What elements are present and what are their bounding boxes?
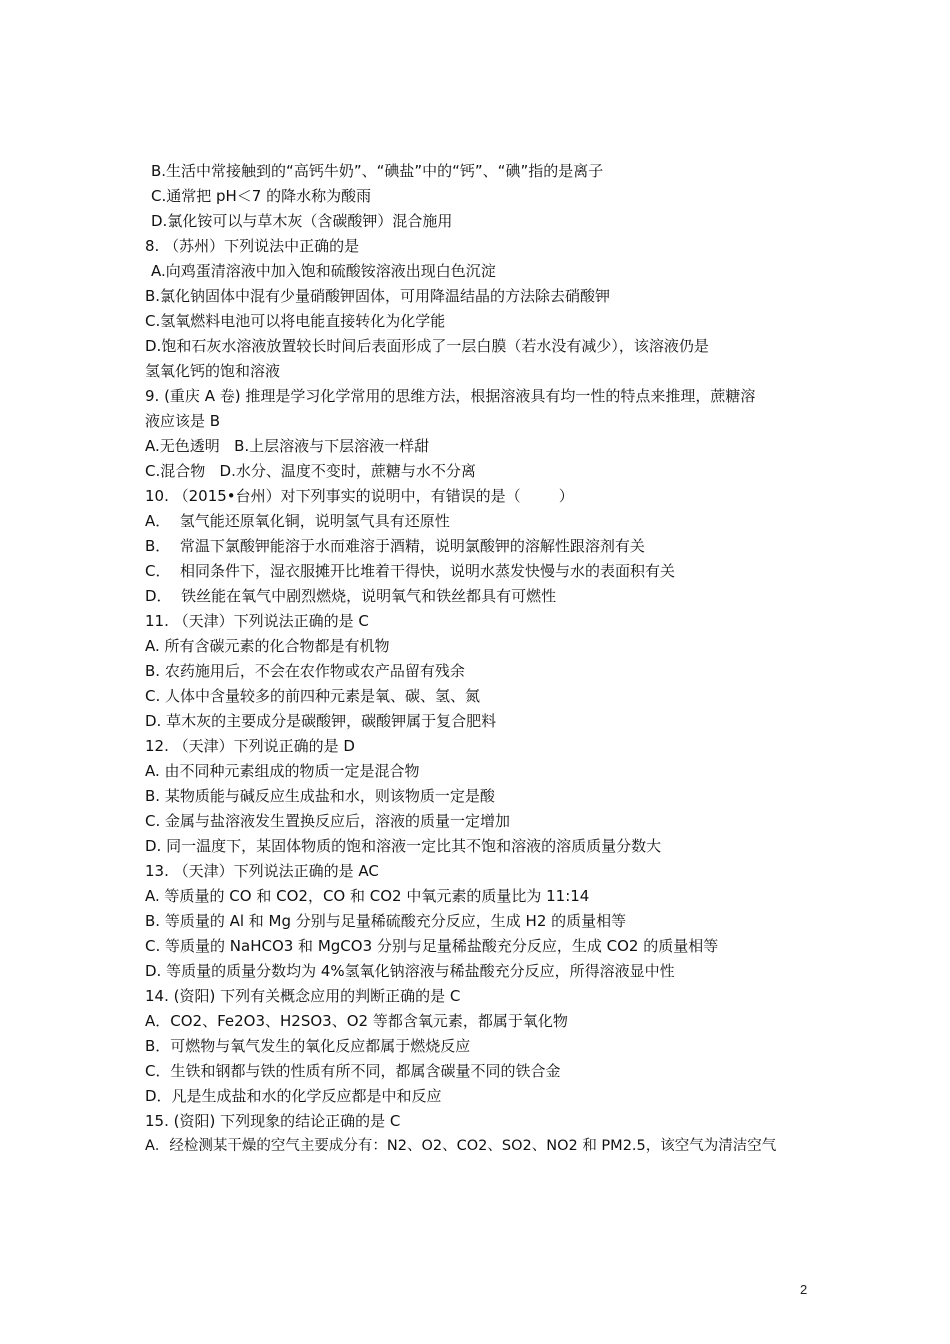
question-9-stem: 9. (重庆 A 卷) 推理是学习化学常用的思维方法，根据溶液具有均一性的特点来推理，蔗糖溶 <box>145 387 756 405</box>
text-line: D. 草木灰的主要成分是碳酸钾，碳酸钾属于复合肥料 <box>145 712 497 730</box>
text-line: D. 同一温度下，某固体物质的饱和溶液一定比其不饱和溶液的溶质质量分数大 <box>145 837 662 855</box>
text-line: C． 相同条件下，湿衣服摊开比堆着干得快，说明水蒸发快慢与水的表面积有关 <box>145 562 676 580</box>
text-line: B.生活中常接触到的“高钙牛奶”、“碘盐”中的“钙”、“碘”指的是离子 <box>151 162 604 180</box>
text-line: C.氢氧燃料电池可以将电能直接转化为化学能 <box>145 312 446 330</box>
text-line: A. 所有含碳元素的化合物都是有机物 <box>145 637 390 655</box>
text-line: D. 等质量的质量分数均为 4%氢氧化钠溶液与稀盐酸充分反应，所得溶液显中性 <box>145 962 675 980</box>
text-line: 氢氧化钙的饱和溶液 <box>145 362 281 380</box>
question-12-stem: 12. （天津）下列说正确的是 D <box>145 737 355 755</box>
text-line: D.饱和石灰水溶液放置较长时间后表面形成了一层白膜（若水没有减少），该溶液仍是 <box>145 337 709 355</box>
text-line: C.混合物 D.水分、温度不变时，蔗糖与水不分离 <box>145 462 476 480</box>
question-14-stem: 14. (资阳) 下列有关概念应用的判断正确的是 C <box>145 987 461 1005</box>
text-line: B. 某物质能与碱反应生成盐和水，则该物质一定是酸 <box>145 787 495 805</box>
text-line: A． 氢气能还原氧化铜，说明氢气具有还原性 <box>145 512 450 530</box>
text-line: A．经检测某干燥的空气主要成分有：N2、O2、CO2、SO2、NO2 和 PM2.5，该空气为清洁空气 <box>145 1138 777 1154</box>
question-13-stem: 13. （天津）下列说法正确的是 AC <box>145 862 379 880</box>
page-number: 2 <box>800 1282 808 1297</box>
text-line: 液应该是 B <box>145 412 221 430</box>
question-8-stem: 8. （苏州）下列说法中正确的是 <box>145 237 360 255</box>
text-line: A.无色透明 B.上层溶液与下层溶液一样甜 <box>145 437 430 455</box>
text-line: A. 由不同种元素组成的物质一定是混合物 <box>145 762 420 780</box>
text-line: B．可燃物与氧气发生的氧化反应都属于燃烧反应 <box>145 1037 471 1055</box>
document-body <box>145 159 825 1159</box>
text-line: B.氯化钠固体中混有少量硝酸钾固体，可用降温结晶的方法除去硝酸钾 <box>145 287 611 305</box>
text-line: C. 人体中含量较多的前四种元素是氧、碳、氢、氮 <box>145 687 481 705</box>
question-11-stem: 11. （天津）下列说法正确的是 C <box>145 612 369 630</box>
question-15-stem: 15. (资阳) 下列现象的结论正确的是 C <box>145 1112 401 1130</box>
text-line: B. 等质量的 Al 和 Mg 分别与足量稀硫酸充分反应，生成 H2 的质量相等 <box>145 912 627 930</box>
text-line: A．CO2、Fe2O3、H2SO3、O2 等都含氧元素，都属于氧化物 <box>145 1012 568 1030</box>
question-10-stem: 10. （2015•台州）对下列事实的说明中，有错误的是（ ） <box>145 487 574 505</box>
text-line: C. 等质量的 NaHCO3 和 MgCO3 分别与足量稀盐酸充分反应，生成 CO2 的质量相等 <box>145 937 719 955</box>
text-line: D．凡是生成盐和水的化学反应都是中和反应 <box>145 1087 442 1105</box>
text-line: B. 农药施用后，不会在农作物或农产品留有残余 <box>145 662 465 680</box>
text-line: C．生铁和钢都与铁的性质有所不同，都属含碳量不同的铁合金 <box>145 1062 561 1080</box>
text-line: A. 等质量的 CO 和 CO2，CO 和 CO2 中氧元素的质量比为 11:14 <box>145 887 590 905</box>
text-line: C. 金属与盐溶液发生置换反应后，溶液的质量一定增加 <box>145 812 511 830</box>
text-line: A.向鸡蛋清溶液中加入饱和硫酸铵溶液出现白色沉淀 <box>151 262 496 280</box>
text-line: C.通常把 pH＜7 的降水称为酸雨 <box>151 187 372 205</box>
text-line: B． 常温下氯酸钾能溶于水而难溶于酒精，说明氯酸钾的溶解性跟溶剂有关 <box>145 537 645 555</box>
text-line: D.氯化铵可以与草木灰（含碳酸钾）混合施用 <box>151 212 453 230</box>
text-line: D． 铁丝能在氧气中剧烈燃烧，说明氧气和铁丝都具有可燃性 <box>145 587 557 605</box>
